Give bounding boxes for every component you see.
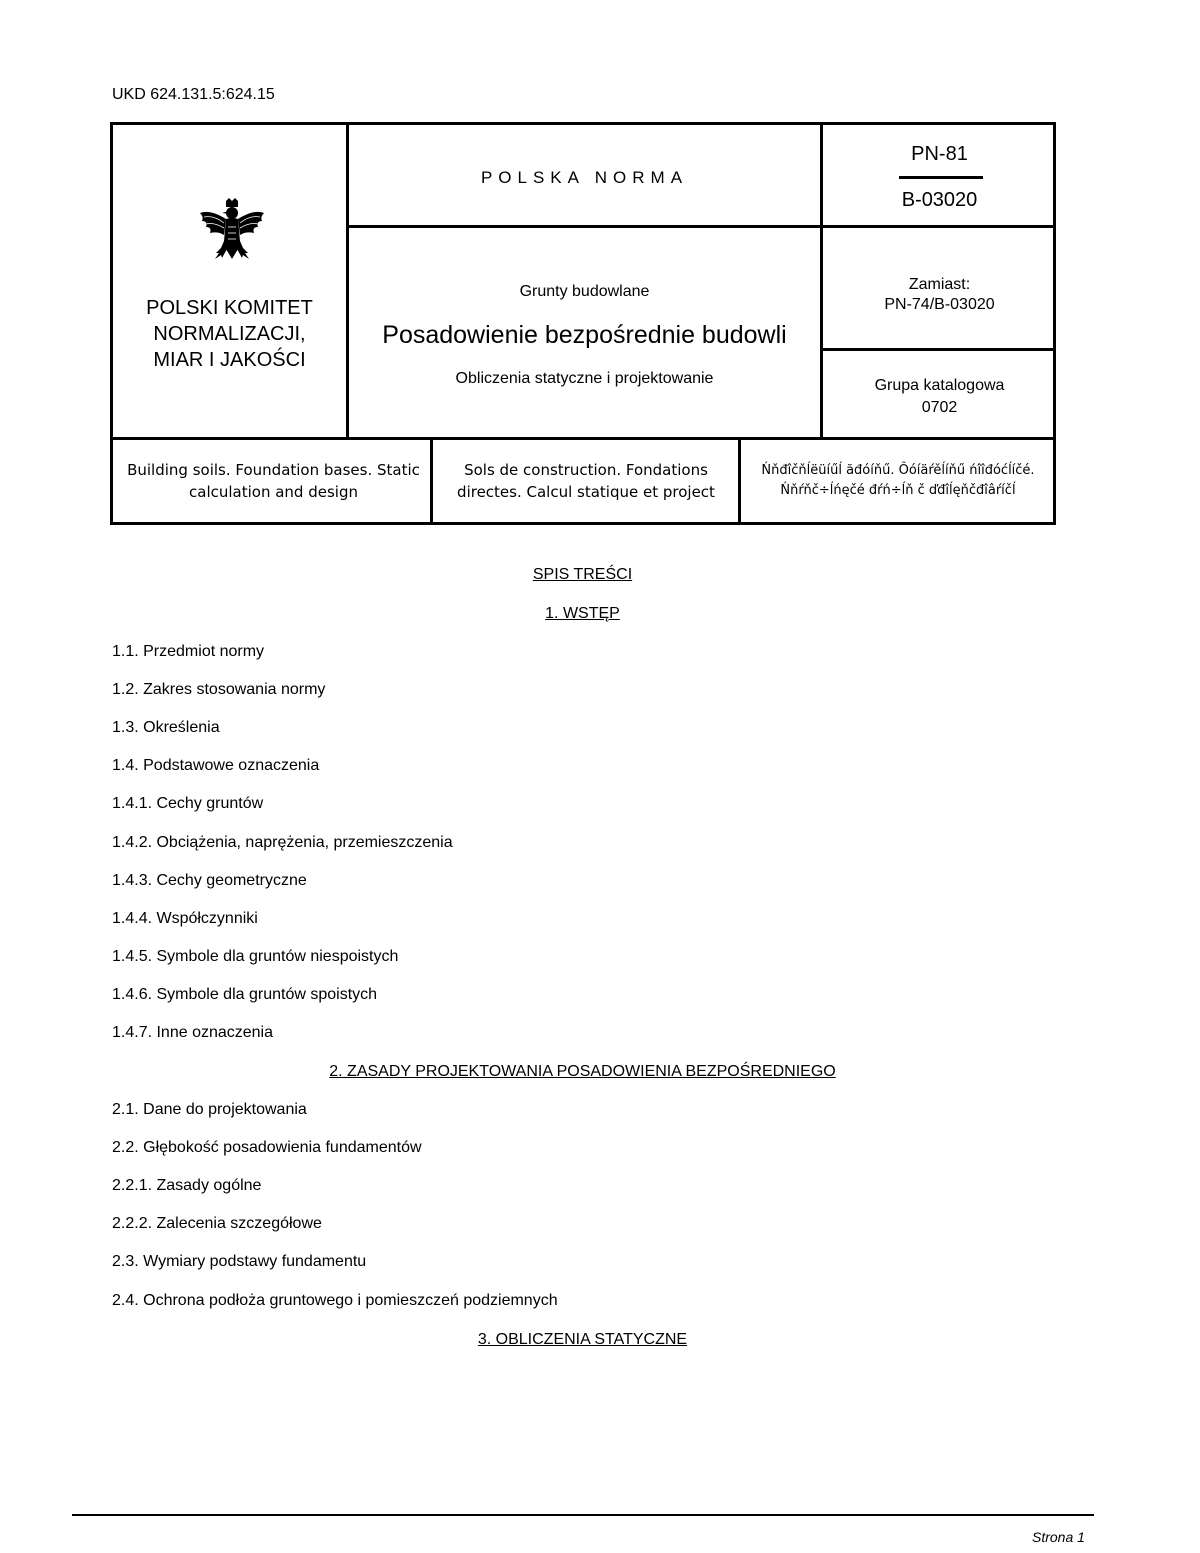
toc-section-link[interactable]: 1. WSTĘP	[545, 605, 620, 622]
table-divider	[738, 440, 741, 525]
toc-item[interactable]: 1.4.5. Symbole dla gruntów niespoistych	[112, 948, 399, 965]
standard-number: B-03020	[901, 189, 978, 211]
russian-title: Ńňđîčňĺëüíűĺ ăđóíňű. Ôóíäŕěĺíňű ńîîđóćĺíčé. Ńňŕňč÷ĺńęčé đŕń÷ĺň č ďđîĺęňčđîâŕíčĺ	[761, 463, 1035, 498]
toc-item[interactable]: 1.4.2. Obciążenia, naprężenia, przemieszczenia	[112, 834, 453, 851]
toc-item[interactable]: 1.1. Przedmiot normy	[112, 643, 265, 660]
standard-title: Posadowienie bezpośrednie budowli	[382, 321, 787, 349]
toc-item[interactable]: 1.4.3. Cechy geometryczne	[112, 872, 307, 889]
table-divider	[430, 440, 433, 525]
standard-subtitle: Obliczenia statyczne i projektowanie	[455, 370, 714, 387]
catalog-group-value: 0702	[921, 399, 958, 416]
table-divider	[346, 225, 1056, 228]
toc-item[interactable]: 1.4.6. Symbole dla gruntów spoistych	[112, 986, 378, 1003]
toc-item[interactable]: 2.2. Głębokość posadowienia fundamentów	[112, 1139, 422, 1156]
committee-line: POLSKI KOMITET	[146, 297, 313, 319]
page-number: Strona 1	[1032, 1529, 1085, 1545]
polish-eagle-emblem-icon	[196, 197, 268, 269]
toc-section-link[interactable]: 3. OBLICZENIA STATYCZNE	[477, 1331, 688, 1348]
toc-item[interactable]: 1.2. Zakres stosowania normy	[112, 681, 326, 698]
toc-item[interactable]: 2.2.2. Zalecenia szczegółowe	[112, 1215, 322, 1232]
catalog-group	[823, 375, 1056, 419]
catalog-group-label: Grupa katalogowa	[874, 377, 1005, 394]
standard-category: Grunty budowlane	[519, 283, 650, 300]
replaces-standard	[823, 275, 1056, 315]
polska-norma-label: POLSKA NORMA	[480, 168, 689, 187]
toc-section-link[interactable]: 2. ZASADY PROJEKTOWANIA POSADOWIENIA BEZPOŚREDNIEGO	[329, 1063, 836, 1080]
french-title: Sols de construction. Fondations directes. Calcul statique et project	[457, 461, 715, 501]
toc-item[interactable]: 1.3. Określenia	[112, 719, 220, 736]
toc-item[interactable]: 1.4.1. Cechy gruntów	[112, 795, 264, 812]
toc-heading[interactable]: SPIS TREŚCI	[532, 566, 633, 583]
toc-item[interactable]: 2.1. Dane do projektowania	[112, 1101, 307, 1118]
committee-line: NORMALIZACJI,	[153, 323, 306, 345]
toc-item[interactable]: 2.4. Ochrona podłoża gruntowego i pomieszczeń podziemnych	[112, 1292, 558, 1309]
standard-header-table	[110, 122, 1056, 440]
standard-prefix: PN-81	[911, 143, 968, 165]
replaces-value: PN-74/B-03020	[884, 296, 995, 313]
replaces-label: Zamiast:	[908, 276, 971, 293]
translations-table	[110, 437, 1056, 525]
toc-item[interactable]: 2.3. Wymiary podstawy fundamentu	[112, 1253, 367, 1270]
ukd-classification: UKD 624.131.5:624.15	[112, 86, 275, 103]
toc-item[interactable]: 1.4.7. Inne oznaczenia	[112, 1024, 274, 1041]
committee-name	[113, 295, 346, 373]
toc-item[interactable]: 2.2.1. Zasady ogólne	[112, 1177, 262, 1194]
footer-rule	[72, 1514, 1094, 1516]
committee-line: MIAR I JAKOŚCI	[153, 349, 306, 371]
english-title: Building soils. Foundation bases. Static calculation and design	[127, 461, 420, 501]
toc-item[interactable]: 1.4.4. Współczynniki	[112, 910, 258, 927]
table-divider	[820, 348, 1056, 351]
standard-number-divider	[899, 176, 983, 179]
toc-item[interactable]: 1.4. Podstawowe oznaczenia	[112, 757, 320, 774]
